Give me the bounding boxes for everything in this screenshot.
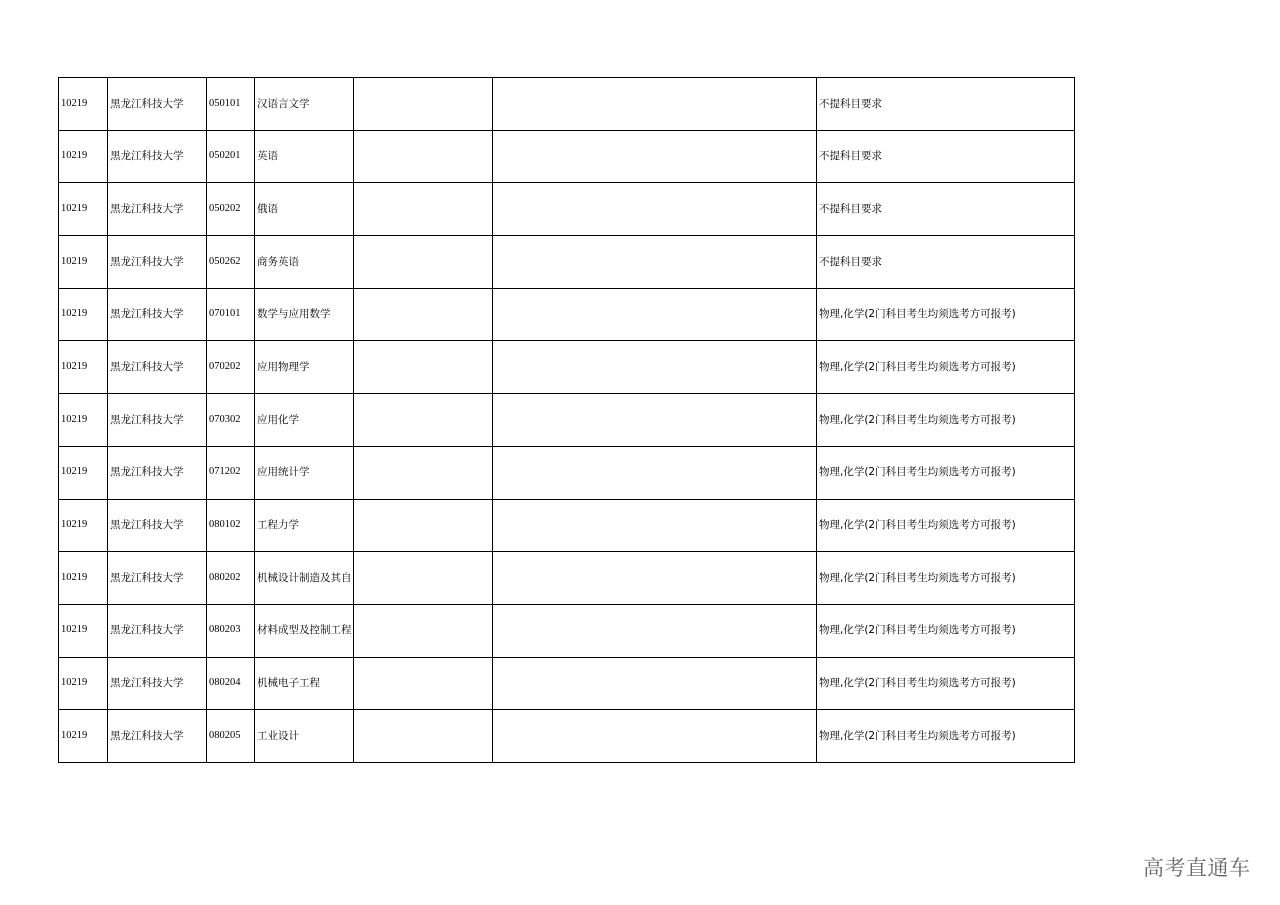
subject-requirement-cell: 物理,化学(2门科目考生均须选考方可报考) [817, 552, 1075, 605]
subject-requirement-cell: 物理,化学(2门科目考生均须选考方可报考) [817, 446, 1075, 499]
table-row [59, 604, 1075, 657]
school-code-cell: 10219 [59, 657, 108, 710]
school-name-cell: 黑龙江科技大学 [108, 604, 207, 657]
school-name-cell: 黑龙江科技大学 [108, 341, 207, 394]
school-code-cell: 10219 [59, 499, 108, 552]
major-code-cell: 050202 [207, 183, 255, 236]
major-requirements-table [58, 77, 1075, 763]
table-row [59, 499, 1075, 552]
major-code-cell: 080202 [207, 552, 255, 605]
table-row [59, 657, 1075, 710]
subject-requirement-cell: 不提科目要求 [817, 183, 1075, 236]
school-name-cell: 黑龙江科技大学 [108, 552, 207, 605]
major-name-cell: 机械设计制造及其自 [255, 552, 354, 605]
school-code-cell: 10219 [59, 341, 108, 394]
school-code-cell: 10219 [59, 552, 108, 605]
major-name-cell: 汉语言文学 [255, 78, 354, 131]
table-row [59, 446, 1075, 499]
empty-cell [493, 341, 817, 394]
empty-cell [493, 130, 817, 183]
major-code-cell: 071202 [207, 446, 255, 499]
empty-cell [354, 341, 493, 394]
major-name-cell: 俄语 [255, 183, 354, 236]
empty-cell [493, 604, 817, 657]
school-code-cell: 10219 [59, 394, 108, 447]
school-name-cell: 黑龙江科技大学 [108, 657, 207, 710]
school-name-cell: 黑龙江科技大学 [108, 130, 207, 183]
empty-cell [354, 710, 493, 763]
school-code-cell: 10219 [59, 604, 108, 657]
subject-requirement-cell: 物理,化学(2门科目考生均须选考方可报考) [817, 288, 1075, 341]
table-row [59, 78, 1075, 131]
major-code-cell: 070302 [207, 394, 255, 447]
major-code-cell: 050201 [207, 130, 255, 183]
school-code-cell: 10219 [59, 183, 108, 236]
empty-cell [493, 394, 817, 447]
school-code-cell: 10219 [59, 78, 108, 131]
table-row [59, 130, 1075, 183]
major-code-cell: 080205 [207, 710, 255, 763]
empty-cell [493, 499, 817, 552]
table-body [59, 78, 1075, 763]
major-name-cell: 应用统计学 [255, 446, 354, 499]
major-name-cell: 数学与应用数学 [255, 288, 354, 341]
major-name-cell: 机械电子工程 [255, 657, 354, 710]
empty-cell [493, 446, 817, 499]
empty-cell [493, 183, 817, 236]
school-code-cell: 10219 [59, 288, 108, 341]
table-row [59, 183, 1075, 236]
major-name-cell: 材料成型及控制工程 [255, 604, 354, 657]
table-row [59, 394, 1075, 447]
table-row [59, 710, 1075, 763]
school-name-cell: 黑龙江科技大学 [108, 236, 207, 289]
subject-requirement-cell: 不提科目要求 [817, 130, 1075, 183]
school-name-cell: 黑龙江科技大学 [108, 394, 207, 447]
subject-requirement-cell: 物理,化学(2门科目考生均须选考方可报考) [817, 499, 1075, 552]
major-name-cell: 英语 [255, 130, 354, 183]
school-name-cell: 黑龙江科技大学 [108, 78, 207, 131]
table-row [59, 236, 1075, 289]
subject-requirement-cell: 物理,化学(2门科目考生均须选考方可报考) [817, 394, 1075, 447]
empty-cell [493, 710, 817, 763]
subject-requirement-cell: 不提科目要求 [817, 78, 1075, 131]
empty-cell [354, 657, 493, 710]
school-name-cell: 黑龙江科技大学 [108, 446, 207, 499]
subject-requirement-cell: 物理,化学(2门科目考生均须选考方可报考) [817, 710, 1075, 763]
table-row [59, 341, 1075, 394]
table-row [59, 552, 1075, 605]
school-name-cell: 黑龙江科技大学 [108, 499, 207, 552]
major-name-cell: 应用物理学 [255, 341, 354, 394]
major-code-cell: 050101 [207, 78, 255, 131]
empty-cell [354, 394, 493, 447]
major-code-cell: 080203 [207, 604, 255, 657]
empty-cell [493, 78, 817, 131]
school-code-cell: 10219 [59, 130, 108, 183]
empty-cell [354, 78, 493, 131]
empty-cell [354, 499, 493, 552]
empty-cell [493, 236, 817, 289]
major-code-cell: 080102 [207, 499, 255, 552]
school-name-cell: 黑龙江科技大学 [108, 183, 207, 236]
major-code-cell: 080204 [207, 657, 255, 710]
school-name-cell: 黑龙江科技大学 [108, 288, 207, 341]
empty-cell [354, 604, 493, 657]
major-name-cell: 工业设计 [255, 710, 354, 763]
empty-cell [354, 130, 493, 183]
major-code-cell: 070101 [207, 288, 255, 341]
empty-cell [354, 236, 493, 289]
subject-requirement-cell: 不提科目要求 [817, 236, 1075, 289]
school-code-cell: 10219 [59, 710, 108, 763]
school-name-cell: 黑龙江科技大学 [108, 710, 207, 763]
table-row [59, 288, 1075, 341]
empty-cell [493, 288, 817, 341]
school-code-cell: 10219 [59, 446, 108, 499]
empty-cell [354, 446, 493, 499]
major-name-cell: 应用化学 [255, 394, 354, 447]
watermark-text: 高考直通车 [1143, 856, 1251, 880]
major-code-cell: 070202 [207, 341, 255, 394]
empty-cell [493, 657, 817, 710]
empty-cell [354, 552, 493, 605]
empty-cell [354, 183, 493, 236]
empty-cell [493, 552, 817, 605]
subject-requirement-cell: 物理,化学(2门科目考生均须选考方可报考) [817, 341, 1075, 394]
subject-requirement-cell: 物理,化学(2门科目考生均须选考方可报考) [817, 657, 1075, 710]
subject-requirement-cell: 物理,化学(2门科目考生均须选考方可报考) [817, 604, 1075, 657]
school-code-cell: 10219 [59, 236, 108, 289]
empty-cell [354, 288, 493, 341]
major-name-cell: 商务英语 [255, 236, 354, 289]
major-name-cell: 工程力学 [255, 499, 354, 552]
major-code-cell: 050262 [207, 236, 255, 289]
